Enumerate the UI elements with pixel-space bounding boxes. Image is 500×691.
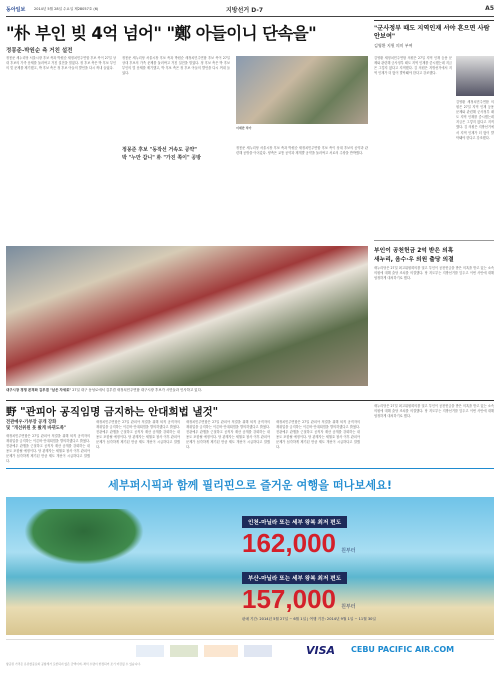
right-story2-title2: 새누리, 음수·우 의원 출당 의결 (374, 257, 454, 263)
bottom-subhead-2: 및 "개선위원 못 봤게 바뀌도록" (6, 426, 67, 431)
right-title: "군사정부 때도 지역인재 서야 흔으면 사람 안보여" (374, 25, 490, 40)
price-1: 162,000 (242, 528, 336, 558)
bottom-body-col4: 새정치민주연합은 27일 관피아 척결을 위해 퇴직 공직자의 재취업을 금지하는 이른바 안대희법을 발의하겠다고 밝혔다. 전관예우 관행을 근절하고 공직자 재산 공개를 강화하는 내용도 포함될 예정이다. 당 관계자는 세월호 참사 이후 관피아 문제가 심각하게 제기된 만큼 제도 개선이 시급하다고 말했다. (276, 420, 360, 450)
palm-trees (24, 509, 144, 565)
bottom-subhead-1: 전관예우·가부장 공개 강화 (6, 420, 57, 425)
bottom-divider (6, 400, 494, 401)
sidebar-title: 정몽준 후보 "동작선 거속도 공약" (122, 147, 197, 153)
cebu-pacific-logo: CEBU PACIFIC AIR.COM (351, 645, 455, 654)
right-story2-body: 새누리당은 27일 최고위원회의를 열고 부인이 공천헌금을 받은 의혹을 받고 있는 소속 의원에 대해 출당 조치를 의결했다. 당 지도부는 지방선거를 앞두고 이번 사안에 대해 엄정하게 대처하기로 했다. (374, 266, 494, 281)
partner-logo-4 (244, 645, 272, 657)
price-box-1 (242, 509, 472, 559)
right-body-1: 김영환 새정치민주연합 의원은 27일 지역 인재 등용 문제와 관련해 군사정부 때도 지역 인재를 중시했는데 지금은 그렇지 않다고 지적했다. 김 의원은 지방선거에서 지역 인재가 더 많이 발탁돼야 한다고 강조했다. (374, 56, 452, 76)
bottom-body-col2: 새정치민주연합은 27일 관피아 척결을 위해 퇴직 공직자의 재취업을 금지하는 이른바 안대희법을 발의하겠다고 밝혔다. 전관예우 관행을 근절하고 공직자 재산 공개를 강화하는 내용도 포함될 예정이다. 당 관계자는 세월호 참사 이후 관피아 문제가 심각하게 제기된 만큼 제도 개선이 시급하다고 말했다. (96, 420, 180, 450)
price-box-2 (242, 565, 472, 615)
bottom-subheads (6, 420, 86, 432)
right-column (374, 20, 494, 49)
price-1-unit: 원부터 (341, 548, 356, 554)
route-2: 부산-마닐라 또는 세부 왕복 최저 편도 (242, 572, 347, 584)
lawmaker-portrait (456, 56, 494, 96)
right-subtitle: 김영환 지원 의미 부여 (374, 43, 413, 48)
right-body-2: 김영환 새정치민주연합 의원은 27일 지역 인재 등용 문제와 관련해 군사정부 때도 지역 인재를 중시했는데 지금은 그렇지 않다고 지적했다. 김 의원은 지방선거에서 지역 인재가 더 많이 발탁돼야 한다고 강조했다. (456, 100, 494, 140)
campaign-caption-title: 대구시장 경쟁 본격화 김부겸 "남은 자세로" (6, 388, 72, 392)
candidates-photo (236, 56, 368, 124)
candidates-photo-caption (236, 126, 368, 144)
section-title: 지방선거 D-7 (226, 7, 264, 14)
right-story2-title: 부인이 공천헌금 2억 받은 의혹 (374, 248, 454, 254)
issue-date: 2014년 5월 28일 수요일 제28057호 (6) (34, 7, 99, 11)
ad-logo-row (6, 639, 494, 662)
right-story2 (374, 240, 494, 263)
sidebar-body: 정몽준 새누리당 서울시장 후보 측과 박원순 새정치민주연합 후보 측이 상대 후보의 공약과 관련해 공방을 이어갔다. 양측은 교통 공약과 재개발 공약을 둘러싸고 서로의 주장을 반박했다. (236, 146, 368, 156)
paper-name: 동아일보 (6, 7, 26, 13)
main-subhead: 정몽준-박원순 측 거친 설전 (6, 48, 73, 54)
page-number: A5 (485, 5, 494, 12)
partner-logo-3 (204, 645, 238, 657)
bottom-body-col5: 새누리당은 27일 최고위원회의를 열고 부인이 공천헌금을 받은 의혹을 받고 있는 소속 의원에 대해 출당 조치를 의결했다. 당 지도부는 지방선거를 앞두고 이번 사안에 대해 엄정하게 대처하기로 했다. (374, 404, 494, 419)
campaign-caption-body: 27일 대구 동성로에서 김부겸 새정치민주연합 대구시장 후보가 시민들과 인사하고 있다. (72, 388, 202, 392)
campaign-photo (6, 246, 368, 386)
partner-logo-2 (170, 645, 198, 657)
price-2-unit: 원부터 (341, 604, 356, 610)
sidebar-story (122, 146, 230, 161)
photo-credit: 이재만 작가 (236, 126, 252, 130)
price-2: 157,000 (242, 584, 336, 614)
sidebar-title2: 박 "누만 갑니" 朴 "가진 쪽이" 공방 (122, 155, 201, 161)
main-body-col2: 정몽준 새누리당 서울시장 후보 측과 박원순 새정치민주연합 후보 측이 27일 상대 후보의 가족 문제를 둘러싸고 거친 설전을 벌였다. 정 후보 측은 박 후보 부인의 빚 문제를 제기했고, 박 후보 측은 정 후보 아들의 발언을 다시 꺼내 들었다. (122, 56, 230, 76)
bottom-body-col1: 새정치민주연합은 27일 관피아 척결을 위해 퇴직 공직자의 재취업을 금지하는 이른바 안대희법을 발의하겠다고 밝혔다. 전관예우 관행을 근절하고 공직자 재산 공개를 강화하는 내용도 포함될 예정이다. 당 관계자는 세월호 참사 이후 관피아 문제가 심각하게 제기된 만큼 제도 개선이 시급하다고 말했다. (6, 434, 90, 464)
cebu-pacific-ad[interactable] (6, 468, 494, 679)
bottom-body-col3: 새정치민주연합은 27일 관피아 척결을 위해 퇴직 공직자의 재취업을 금지하는 이른바 안대희법을 발의하겠다고 밝혔다. 전관예우 관행을 근절하고 공직자 재산 공개를 강화하는 내용도 포함될 예정이다. 당 관계자는 세월호 참사 이후 관피아 문제가 심각하게 제기된 만큼 제도 개선이 시급하다고 말했다. (186, 420, 270, 450)
campaign-photo-caption (6, 388, 368, 396)
partner-logo-1 (136, 645, 164, 657)
ad-footnote: 항공권 가격은 유류할증료와 공항세가 포함되지 않은 금액이며, 좌석 수량이 한정되어 조기 마감될 수 있습니다. (6, 662, 141, 666)
route-1: 인천-마닐라 또는 세부 왕복 최저 편도 (242, 516, 347, 528)
visa-logo: VISA (306, 644, 336, 657)
page-header (6, 4, 494, 17)
sale-period: 판매 기간: 2014년 5월 27일 ~ 6월 1일 | 여행 기간: 2014년 9월 1일 ~ 11월 30일 (242, 617, 376, 621)
ad-headline: 세부퍼시픽과 함께 필리핀으로 즐거운 여행을 떠나보세요! (108, 479, 392, 492)
main-headline: "朴 부인 빚 4억 넘어" "鄭 아들이니 단속을" (6, 24, 317, 43)
bottom-headline: 野 "관피아 공직임명 금지하는 안대희법 낼것" (6, 406, 219, 418)
main-body-col1: 정몽준 새누리당 서울시장 후보 측과 박원순 새정치민주연합 후보 측이 27일 상대 후보의 가족 문제를 둘러싸고 거친 설전을 벌였다. 정 후보 측은 박 후보 부인의 빚 문제를 제기했고, 박 후보 측은 정 후보 아들의 발언을 다시 꺼내 들었다. (6, 56, 116, 71)
